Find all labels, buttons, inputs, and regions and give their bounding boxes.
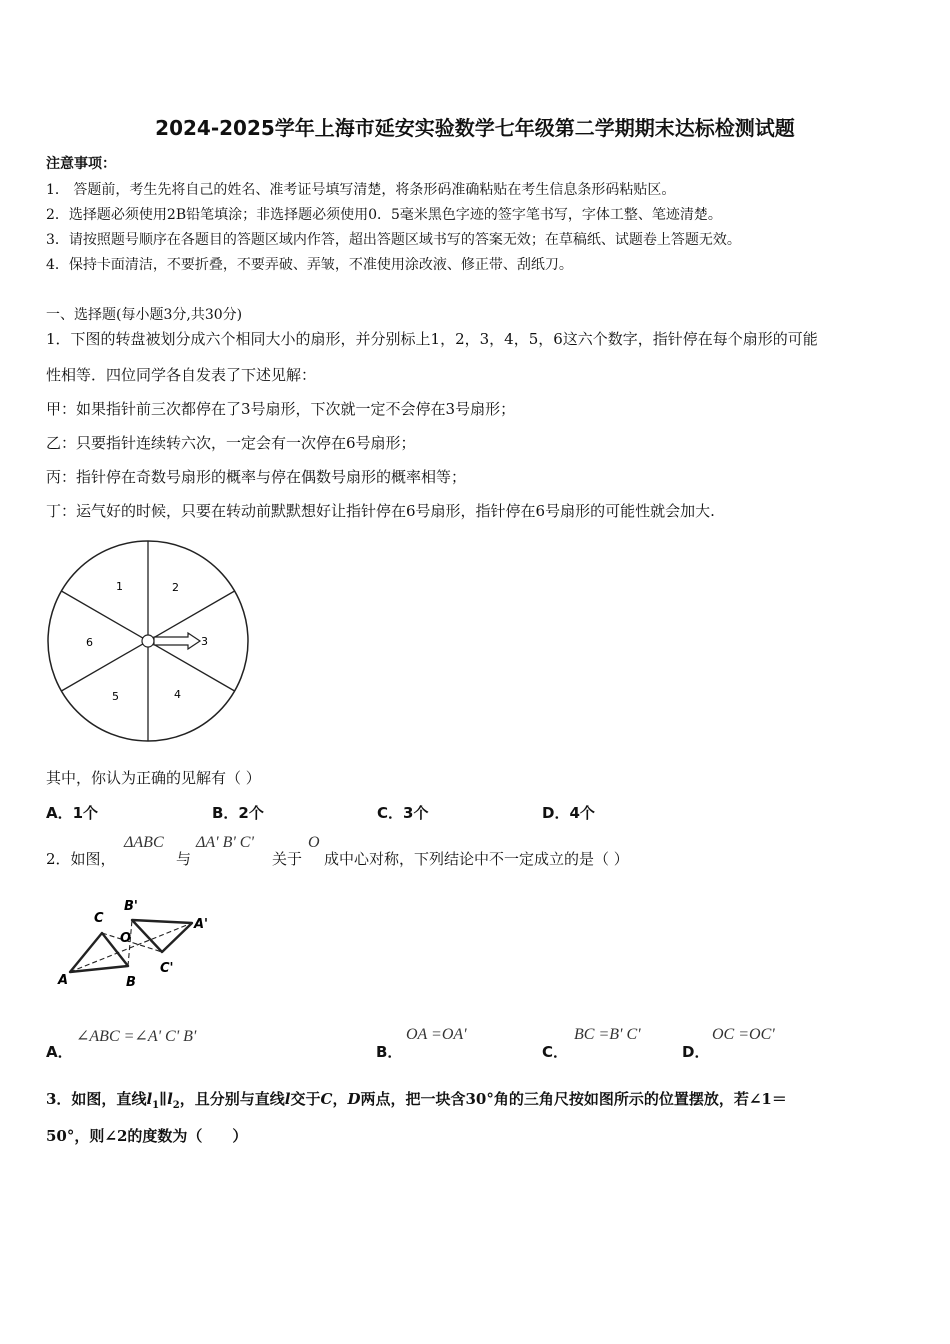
q2-triangle-abc: ΔABC — [124, 834, 164, 851]
q1-line1: 1．下图的转盘被划分成六个相同大小的扇形，并分别标上1，2，3，4，5，6这六个数字，指针停在每个扇形的可能 — [46, 330, 818, 348]
q2-triangle-a1b1c1: ΔA' B' C' — [196, 834, 254, 851]
spinner-label-3: 3 — [201, 635, 208, 648]
q2-about: 关于 — [272, 850, 303, 868]
notice-item-2: 2．选择题必须使用2B铅笔填涂；非选择题必须使用0．5毫米黑色字迹的签字笔书写，字体工整、笔迹清楚。 — [46, 207, 722, 223]
q1-option-c[interactable]: C．3个 — [377, 804, 429, 822]
q1-view-ding: 丁：运气好的时候，只要在转动前默默想好让指针停在6号扇形，指针停在6号扇形的可能性就会加大. — [46, 502, 715, 520]
label-b: B — [126, 975, 136, 990]
q3-parallel: ∥ — [159, 1090, 168, 1108]
q3-l1-sub: 1 — [152, 1100, 160, 1111]
pointer-arrow-icon — [154, 633, 200, 649]
q2-option-b-expr[interactable]: OA =OA' — [406, 1026, 467, 1043]
q2-option-d-letter[interactable]: D． — [682, 1043, 710, 1061]
triangle-a1b1c1 — [132, 920, 192, 952]
q2-option-a-expr[interactable]: ∠ABC =∠A' C' B' — [76, 1028, 197, 1045]
q3-intro: 3．如图，直线 — [46, 1090, 147, 1108]
q2-option-c-letter[interactable]: C． — [542, 1043, 569, 1061]
spinner-label-2: 2 — [172, 581, 179, 594]
q1-view-bing: 丙：指针停在奇数号扇形的概率与停在偶数号扇形的概率相等； — [46, 468, 467, 486]
notice-item-4: 4．保持卡面清洁，不要折叠，不要弄破、弄皱，不准使用涂改液、修正带、刮纸刀。 — [46, 257, 573, 273]
q1-line2: 性相等．四位同学各自发表了下述见解： — [46, 366, 317, 384]
notice-heading: 注意事项： — [46, 156, 116, 172]
page-title: 2024-2025学年上海市延安实验数学七年级第二学期期末达标检测试题 — [155, 116, 795, 140]
spinner-label-4: 4 — [174, 688, 181, 701]
q2-with: 与 — [176, 850, 192, 868]
q2-option-d-expr[interactable]: OC =OC' — [712, 1026, 775, 1043]
label-c: C — [94, 911, 104, 926]
q3-mid: ，且分别与直线 — [179, 1090, 285, 1108]
symmetry-figure — [52, 892, 222, 992]
q2-option-a-letter[interactable]: A． — [46, 1043, 73, 1061]
q3-line1 — [46, 1088, 787, 1111]
label-c-prime: C' — [160, 961, 174, 976]
spinner-label-5: 5 — [112, 690, 119, 703]
label-a-prime: A' — [194, 917, 209, 932]
q1-view-jia: 甲：如果指针前三次都停在了3号扇形，下次就一定不会停在3号扇形； — [46, 400, 516, 418]
q3-rest: 两点，把一块含30°角的三角尺按如图所示的位置摆放，若∠1＝ — [360, 1090, 787, 1108]
spinner-label-6: 6 — [86, 636, 93, 649]
q3-l2-sub: 2 — [172, 1100, 180, 1111]
q1-option-a[interactable]: A．1个 — [46, 804, 99, 822]
q3-c: C — [320, 1090, 333, 1108]
q2-option-b-letter[interactable]: B． — [376, 1043, 403, 1061]
q1-option-b[interactable]: B．2个 — [212, 804, 264, 822]
q3-d: D — [347, 1090, 361, 1108]
q2-center-o: O — [308, 834, 320, 851]
label-a: A — [58, 973, 69, 988]
q3-l1: l — [146, 1090, 153, 1108]
q2-suffix: 成中心对称，下列结论中不一定成立的是（ ） — [324, 850, 629, 868]
q2-option-c-expr[interactable]: BC =B' C' — [574, 1026, 641, 1043]
q3-comma: ， — [332, 1090, 348, 1108]
q1-question: 其中，你认为正确的见解有（ ） — [46, 769, 261, 787]
q3-line2: 50°，则∠2的度数为（ ） — [46, 1127, 248, 1145]
q2-prefix: 2．如图， — [46, 850, 116, 868]
q3-l2: l — [167, 1090, 173, 1108]
spinner-label-1: 1 — [116, 580, 123, 593]
q1-option-d[interactable]: D．4个 — [542, 804, 595, 822]
notice-item-1: 1． 答题前，考生先将自己的姓名、准考证号填写清楚，将条形码准确粘贴在考生信息条形码粘贴区。 — [46, 182, 676, 198]
section-heading: 一、选择题(每小题3分,共30分) — [46, 307, 243, 323]
label-b-prime: B' — [124, 899, 138, 914]
spinner-figure — [44, 538, 254, 748]
q1-view-yi: 乙：只要指针连续转六次，一定会有一次停在6号扇形； — [46, 434, 416, 452]
q3-l: l — [284, 1090, 291, 1108]
q3-cross: 交于 — [290, 1090, 321, 1108]
spinner-hub — [142, 635, 154, 647]
label-o: O — [120, 931, 132, 946]
notice-item-3: 3．请按照题号顺序在各题目的答题区域内作答，超出答题区域书写的答案无效；在草稿纸、试题卷上答题无效。 — [46, 232, 741, 248]
